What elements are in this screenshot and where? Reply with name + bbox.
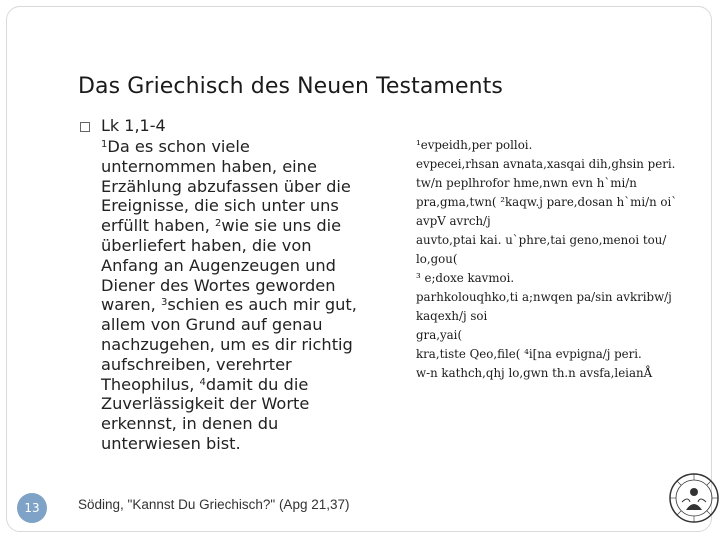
- german-line-text: damit du die: [205, 374, 309, 394]
- verse-number: 1: [101, 139, 108, 150]
- german-line: [101, 375, 371, 395]
- greek-line: kaqexh/j soi: [416, 309, 488, 323]
- greek-line: tw/n peplhrofor hme,nwn evn h`mi/n: [416, 176, 637, 190]
- german-line-text: allem von Grund auf genau: [101, 315, 323, 335]
- verse-number: 2: [215, 218, 222, 230]
- greek-line: ¹evpeidh,per polloi.: [416, 138, 533, 152]
- verse-number: 4: [199, 376, 206, 388]
- german-line: [101, 196, 371, 216]
- german-line: [101, 355, 371, 375]
- german-line: [101, 177, 371, 197]
- greek-line: ³ e;doxe kavmoi.: [416, 271, 515, 285]
- german-line: [101, 236, 371, 256]
- german-line-text: überliefert haben, die von: [101, 235, 312, 255]
- german-translation: [101, 137, 371, 454]
- german-line-text: Theophilus,: [101, 374, 200, 394]
- german-line: [101, 256, 371, 276]
- greek-line: evpecei,rhsan avnata,xasqai dih,ghsin peri.: [416, 157, 676, 171]
- german-line-text: Anfang an Augenzeugen und: [101, 255, 336, 275]
- german-line-text: Erzählung abzufassen über die: [101, 176, 351, 196]
- german-line-text: unternommen haben, eine: [101, 156, 317, 176]
- greek-line: pra,gma,twn( ²kaqw.j pare,dosan h`mi/n oi`: [416, 195, 678, 209]
- german-line: [101, 276, 371, 296]
- greek-text: [416, 136, 706, 383]
- german-line-text: Da es schon viele: [107, 137, 250, 156]
- bullet-checkbox-icon: [80, 122, 90, 132]
- footer-citation: Söding, "Kannst Du Griechisch?" (Apg 21,37): [78, 497, 350, 512]
- german-line-text: erkennst, in denen du: [101, 414, 279, 434]
- german-line: [101, 157, 371, 177]
- german-line-text: unterwiesen bist.: [101, 433, 241, 453]
- german-line: [101, 394, 371, 414]
- german-line: [101, 216, 371, 236]
- greek-line: avpV avrch/j: [416, 214, 491, 228]
- greek-line: auvto,ptai kai. u`phre,tai geno,menoi tou/: [416, 233, 667, 247]
- german-line-text: Ereignisse, die sich unter uns: [101, 196, 339, 216]
- verse-number: 3: [160, 297, 168, 309]
- university-seal-icon: [668, 472, 720, 524]
- greek-line: gra,yai(: [416, 328, 463, 342]
- slide-title: Das Griechisch des Neuen Testaments: [78, 74, 503, 99]
- greek-line: parhkolouqhko,ti a;nwqen pa/sin avkribw/j: [416, 290, 672, 304]
- greek-line: w-n kathch,qhj lo,gwn th.n avsfa,leianÅ: [416, 366, 653, 380]
- german-line-text: Zuverlässigkeit der Worte: [101, 394, 310, 414]
- german-line-text: Diener des Wortes geworden: [101, 275, 336, 295]
- german-line: [101, 414, 371, 434]
- greek-line: kra,tiste Qeo,file( ⁴i[na evpigna/j peri.: [416, 347, 642, 361]
- bible-reference: Lk 1,1-4: [101, 116, 166, 135]
- german-line-text: waren,: [101, 295, 161, 315]
- german-line-text: schien es auch mir gut,: [167, 295, 357, 315]
- german-line-text: erfüllt haben,: [101, 216, 216, 236]
- german-line-text: wie sie uns die: [221, 216, 342, 236]
- german-line: [101, 335, 371, 355]
- german-line: [101, 315, 371, 335]
- german-line-text: nachzugehen, um es dir richtig: [101, 334, 353, 354]
- greek-line: lo,gou(: [416, 252, 458, 266]
- page-number-badge: 13: [17, 493, 47, 523]
- german-line: [101, 295, 371, 315]
- german-line: [101, 137, 371, 157]
- german-line: [101, 434, 371, 454]
- german-line-text: aufschreiben, verehrter: [101, 354, 292, 374]
